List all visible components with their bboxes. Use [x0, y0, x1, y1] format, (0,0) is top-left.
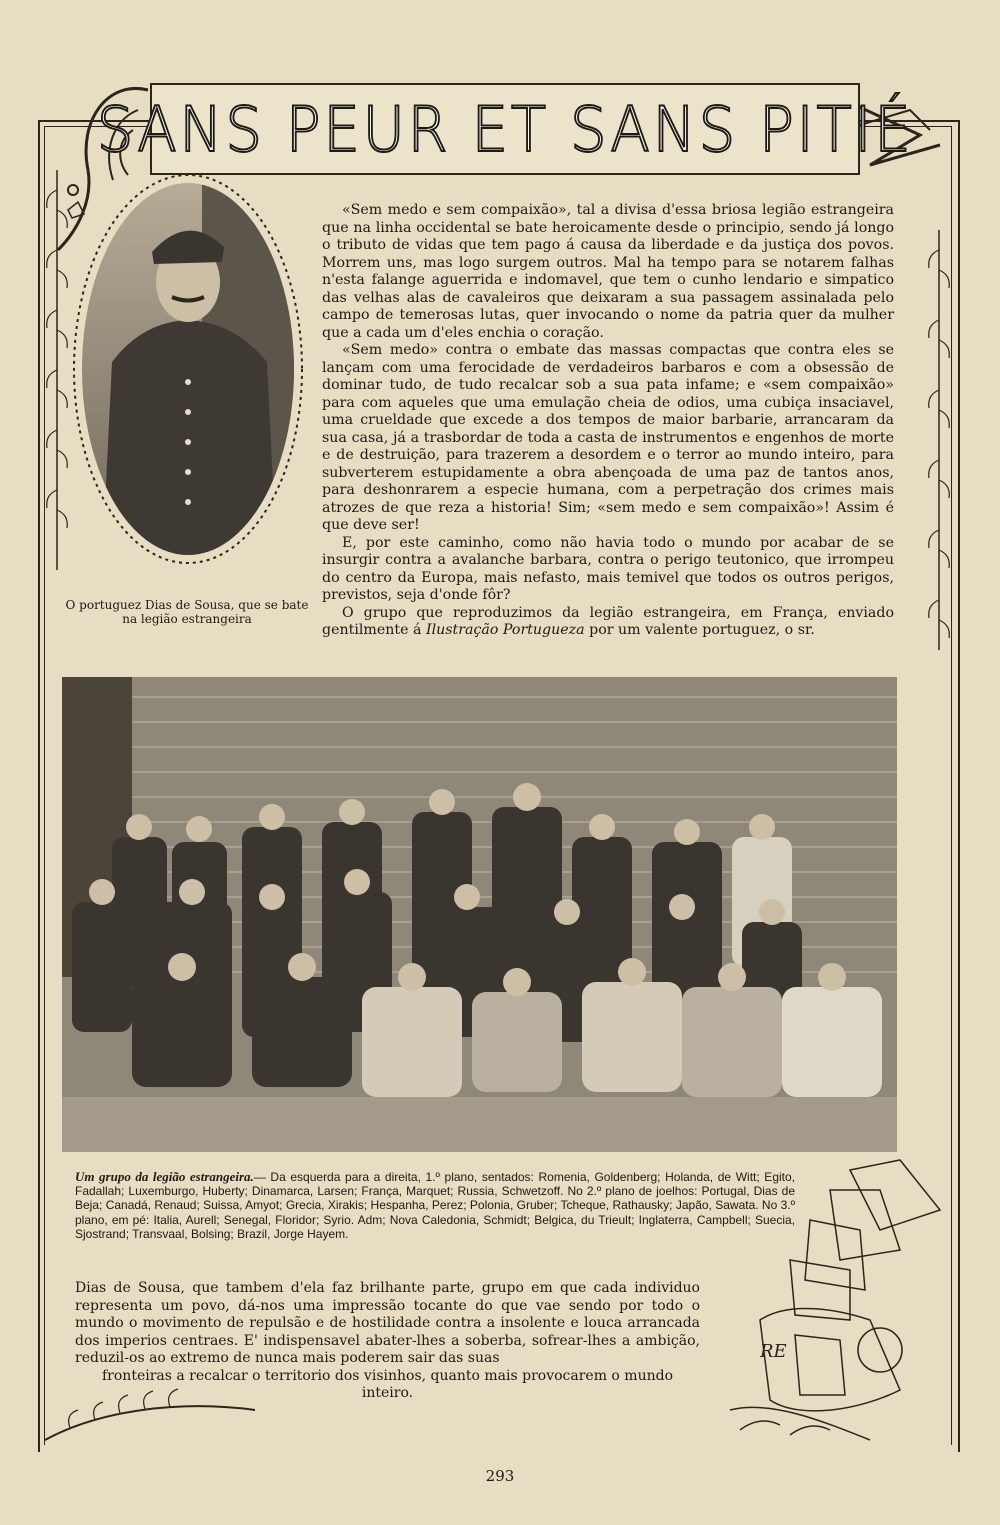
- paragraph: «Sem medo e sem compaixão», tal a divisa d'essa briosa legião estrangeira que na linha occidental se bate heroicamente desde o principio, sendo já longo o tributo de vidas que tem pago á causa da liberdade e da justiça dos povos. Morrem uns, mas logo surgem outros. Mal ha tempo para se notarem falhas n'esta falange aguerrida e indomavel, que tem o cunho lendario e simpatico das velhas alas de cavaleiros que deixaram a sua passagem assinalada pelo campo de temerosas lutas, quer invocando o nome da patria quer da mulher que a cada um d'eles enchia o coração.: [322, 202, 894, 341]
- portrait-photo: [72, 172, 304, 566]
- flags-shield-ornament-icon: [700, 1150, 960, 1450]
- article-body: [322, 202, 894, 640]
- laurel-bottom-left-icon: [40, 1380, 260, 1450]
- stamp-text: RE: [760, 1341, 787, 1362]
- laurel-right-icon: [924, 230, 954, 650]
- laurel-left-icon: [42, 170, 72, 570]
- portrait-caption: O portuguez Dias de Sousa, que se bate na legião estrangeira: [65, 598, 309, 626]
- closing-paragraph: Dias de Sousa, que tambem d'ela faz brilhante parte, grupo em que cada individuo representa um povo, dá-nos uma impressão tocante do que vae sendo por todo o mundo o movimento de repulsão e de hostilidade contra a insolente e louca arrancada dos imperios centraes. E' indispensavel abater-lhes a soberba, sofrear-lhes a ambição, reduzil-os ao extremo de nunca mais poderem sair das suas fronteiras a recalcar o territorio dos visinhos, quanto mais provocarem o mundo inteiro.: [75, 1280, 700, 1401]
- photo-caption: Um grupo da legião estrangeira.— Da esquerda para a direita, 1.º plano, sentados: Romenia, Goldenberg; Holanda, de Witt; Egito, Fadallah; Luxemburgo, Huberty; Dinamarca, Larsen; França, Marquet; Russia, Schwetzoff. No 2.º plano de joelhos: Portugal, Dias de Beja; Canadá, Renaud; Suissa, Amyot; Grecia, Xirakis; Hespanha, Perez; Polonia, Gruber; Tcheque, Rathausky; Japão, Sawata. No 3.º plano, em pé: Italia, Aurell; Senegal, Floridor; Syrio. Adm; Nova Caledonia, Schmidt; Belgica, du Trieult; Inglaterra, Campbell; Suecia, Sjostrand; Transvaal, Bolsing; Brazil, Jorge Hayem.: [75, 1169, 795, 1241]
- page-number: 293: [485, 1467, 515, 1485]
- paragraph: O grupo que reproduzimos da legião estrangeira, em França, enviado gentilmente á Ilustração Portugueza por um valente portuguez, o sr.: [322, 604, 894, 638]
- paragraph: E, por este caminho, como não havia todo o mundo por acabar de se insurgir contra a avalanche barbara, contra o perigo teutonico, que irrompeu do centro da Europa, mais nefasto, mais temivel que todos os outros perigos, previstos, seja d'onde fôr?: [322, 534, 894, 603]
- paragraph: «Sem medo» contra o embate das massas compactas que contra eles se lançam com uma ferocidade de verdadeiros barbaros e com a obsessão de dominar tudo, de tudo recalcar sob a sua pata infame; e «sem compaixão» para com aqueles que uma emulação cheia de odios, uma cubiça insaciavel, uma crueldade que excede a dos tempos de maior barbarie, arrancaram da sua casa, já a trasbordar de toda a casta de instrumentos e engenhos de morte e de destruição, para trazerem a desordem e o terror ao mundo inteiro, para subverterem estupidamente a obra abençoada de uma paz de tantos anos, para deshonrarem a especie humana, com a perpetração dos crimes mais atrozes de que reza a historia! Sim; «sem medo e sem compaixão»! Assim é que deve ser!: [322, 342, 894, 533]
- group-photo: [62, 677, 897, 1152]
- page-title: SANS PEUR ET SANS PITIÉ: [96, 92, 914, 166]
- title-banner: [96, 83, 914, 175]
